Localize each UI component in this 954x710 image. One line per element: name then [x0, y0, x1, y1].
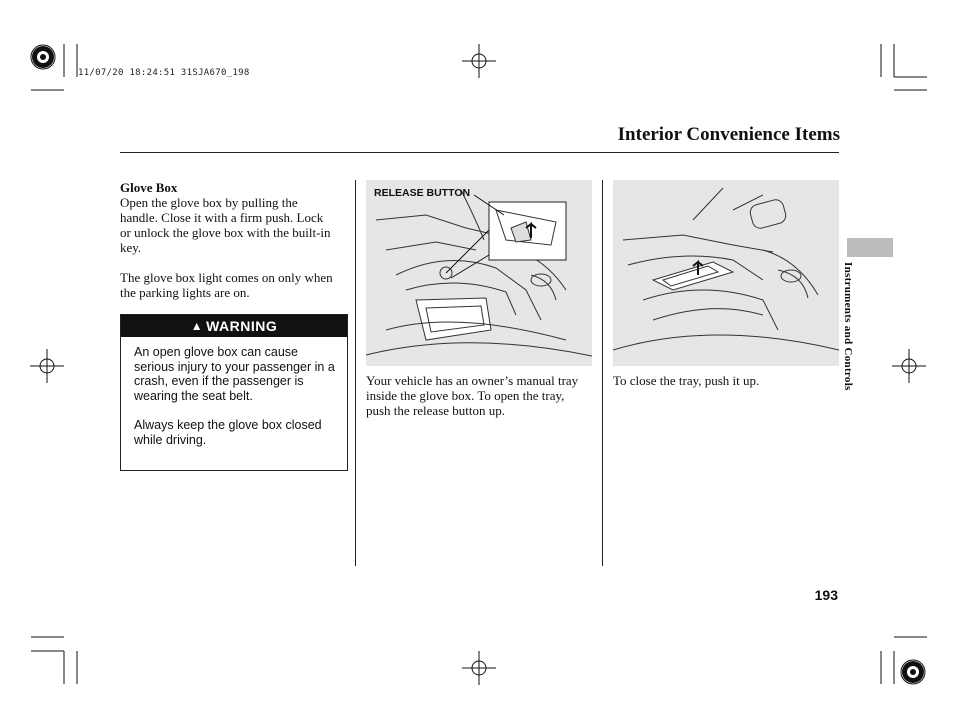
- section-tab-text: Instruments and Controls: [842, 262, 854, 391]
- glove-box-open-illustration: [366, 180, 592, 366]
- warning-header: [121, 315, 347, 337]
- warning-label: WARNING: [206, 318, 278, 334]
- glove-box-para-2: The glove box light comes on only when the parking lights are on.: [120, 270, 333, 300]
- column-divider-1: [355, 180, 356, 566]
- warning-body: [121, 337, 347, 448]
- print-meta: 11/07/20 18:24:51 31SJA670_198: [78, 68, 250, 78]
- glove-box-section: [120, 180, 335, 315]
- page-number: 193: [814, 587, 838, 603]
- page-title: Interior Convenience Items: [617, 124, 840, 145]
- glove-box-heading: Glove Box: [120, 180, 178, 195]
- glove-box-para-1: Open the glove box by pulling the handle. Close it with a firm push. Lock or unlock the glove box with the built-in key.: [120, 195, 331, 255]
- section-tab-label: [842, 262, 864, 412]
- release-button-callout: RELEASE BUTTON: [374, 187, 471, 199]
- warning-para-2: Always keep the glove box closed while driving.: [134, 418, 322, 447]
- figure2-caption: To close the tray, push it up.: [613, 373, 760, 388]
- warning-box: [120, 314, 348, 471]
- title-rule: [120, 152, 839, 153]
- warning-para-1: An open glove box can cause serious injury to your passenger in a crash, even if the passenger is wearing the seat belt.: [134, 345, 335, 403]
- column-divider-2: [602, 180, 603, 566]
- figure1-caption: Your vehicle has an owner’s manual tray inside the glove box. To open the tray, push the release button up.: [366, 373, 579, 418]
- tray-close-illustration: [613, 180, 839, 366]
- section-tab-marker: [847, 238, 893, 257]
- warning-triangle-icon: ▲: [190, 319, 204, 333]
